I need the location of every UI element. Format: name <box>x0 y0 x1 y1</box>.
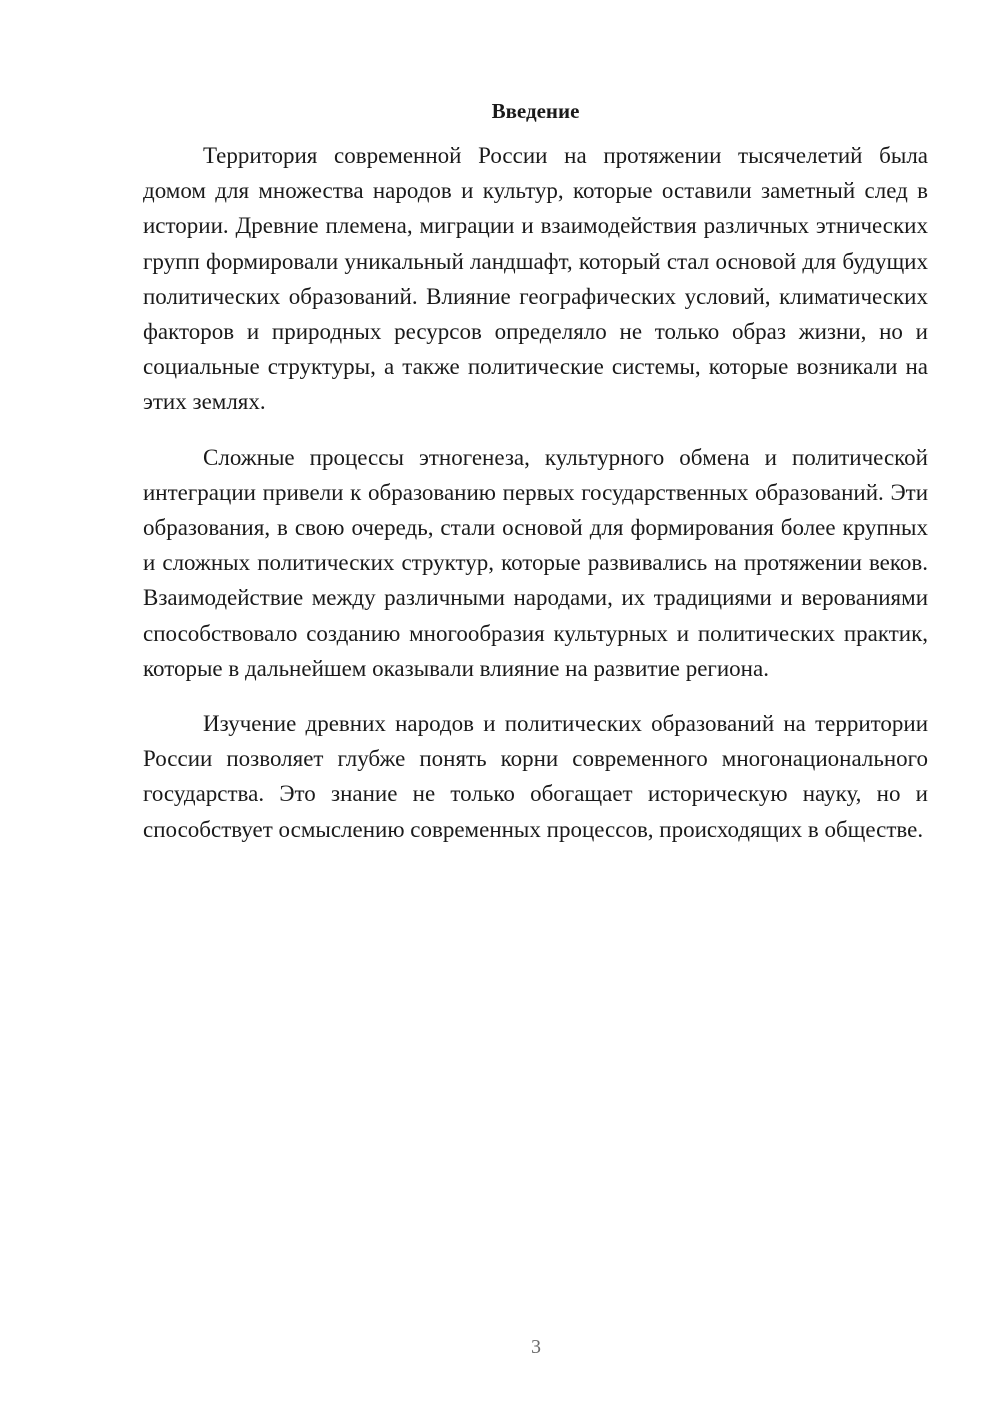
page-number: 3 <box>531 1336 541 1358</box>
paragraph-2: Сложные процессы этногенеза, культурного обмена и политической интеграции привели к образованию первых государственных образований. Эти образования, в свою очередь, стали основой для формирования более крупных и сложных политических структур, которые развивались на протяжении веков. Взаимодействие между различными народами, их традициями и верованиями способствовало созданию многообразия культурных и политических практик, которые в дальнейшем оказывали влияние на развитие региона. <box>143 444 928 681</box>
section-heading: Введение <box>491 99 580 123</box>
paragraph-3: Изучение древних народов и политических образований на территории России позволяет глубже понять корни современного многонационального государства. Это знание не только обогащает историческую науку, но и способствует осмыслению современных процессов, происходящих в обществе. <box>143 711 928 842</box>
page-content <box>143 96 928 867</box>
paragraph-1: Территория современной России на протяжении тысячелетий была домом для множества народов и культур, которые оставили заметный след в истории. Древние племена, миграции и взаимодействия различных этнических групп формировали уникальный ландшафт, который стал основой для будущих политических образований. Влияние географических условий, климатических факторов и природных ресурсов определяло не только образ жизни, но и социальные структуры, а также политические системы, которые возникали на этих землях. <box>143 143 928 415</box>
